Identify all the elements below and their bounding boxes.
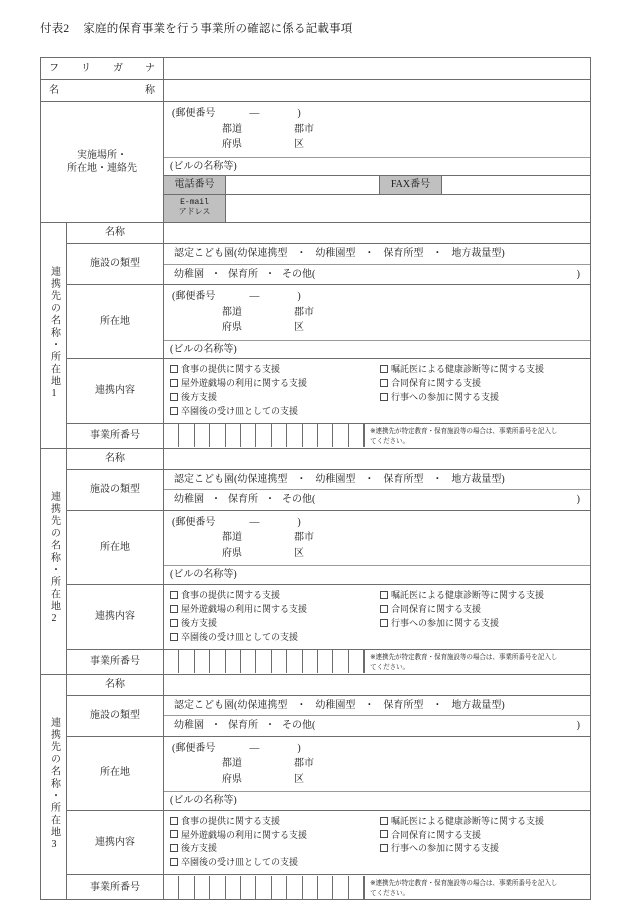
type-opt-youchien-gata: 幼稚園型 xyxy=(315,699,356,711)
main-pref-city-1 xyxy=(170,123,590,137)
cooperation-checkbox-left-3[interactable] xyxy=(170,405,380,419)
type-opt-ninteikodomoen: 認定こども園(幼保連携型 xyxy=(174,699,288,711)
sep-icon: ・ xyxy=(265,494,275,506)
partner-3-address-fields xyxy=(164,736,591,810)
pref-label-2: 府県 xyxy=(222,322,242,334)
cooperation-label: 卒園後の受け皿としての支援 xyxy=(181,405,299,416)
cooperation-checkbox-right-1[interactable] xyxy=(380,603,590,617)
furigana-label xyxy=(41,58,164,80)
partner-3-type-row xyxy=(41,695,591,736)
partner-1-office-number-row xyxy=(41,423,591,448)
telephone-input[interactable] xyxy=(226,176,380,194)
cooperation-col-left xyxy=(170,589,380,645)
cooperation-label: 嘱託医による健康診断等に関する支援 xyxy=(391,589,545,600)
email-input[interactable] xyxy=(226,195,590,223)
office-number-cell[interactable] xyxy=(318,650,333,673)
partner-2-office-number-row xyxy=(41,649,591,674)
postal-dash: — xyxy=(249,108,260,119)
office-number-cell[interactable] xyxy=(256,424,271,447)
partner1-pref-city-2 xyxy=(170,321,590,335)
city-label-1: 郡市 xyxy=(294,532,314,544)
checkbox-icon[interactable] xyxy=(170,407,178,415)
type-opt-youchien-gata: 幼稚園型 xyxy=(315,248,356,260)
cooperation-label: 卒園後の受け皿としての支援 xyxy=(181,857,299,868)
cooperation-col-left xyxy=(170,363,380,419)
sep-icon: ・ xyxy=(211,268,221,280)
partner-1-cooperation-label: 連携内容 xyxy=(67,359,164,424)
cooperation-col-right xyxy=(380,589,590,645)
cooperation-col-right xyxy=(380,815,590,871)
postal-label: (郵便番号 xyxy=(172,742,216,754)
office-number-cell[interactable] xyxy=(210,424,225,447)
pref-label-1: 都道 xyxy=(222,532,242,544)
office-number-cell[interactable] xyxy=(226,650,241,673)
type-other-close: ) xyxy=(576,494,580,506)
type-opt-other: その他( xyxy=(282,494,316,506)
cooperation-label: 食事の提供に関する支援 xyxy=(181,364,281,375)
sep-icon: ・ xyxy=(364,473,375,485)
partner-1-address-fields xyxy=(164,285,591,359)
pref-label-2: 府県 xyxy=(222,547,242,559)
office-number-cells[interactable] xyxy=(164,650,364,673)
office-number-cell[interactable] xyxy=(256,876,271,899)
checkbox-icon[interactable] xyxy=(380,379,388,387)
office-number-cell[interactable] xyxy=(272,424,287,447)
cooperation-label: 屋外遊戯場の利用に関する支援 xyxy=(181,378,308,389)
partner-2-cooperation-label: 連携内容 xyxy=(67,584,164,649)
partner-3-cooperation-row xyxy=(41,810,591,875)
telephone-label: 電話番号 xyxy=(164,176,226,194)
partner-2-name-input[interactable] xyxy=(164,448,591,469)
city-label-1: 郡市 xyxy=(294,123,314,135)
facility-type-line-1-2[interactable] xyxy=(164,470,590,491)
type-opt-chihousairyou: 地方裁量型) xyxy=(451,473,505,485)
main-postal-block xyxy=(164,102,590,157)
postal-dash: — xyxy=(249,291,260,303)
office-number-note: ※連携先が特定教育・保育施設等の場合は、事業所番号を記入し てください。 xyxy=(364,876,590,899)
checkbox-icon[interactable] xyxy=(170,591,178,599)
office-number-cell[interactable] xyxy=(241,424,256,447)
partner3-postal-block xyxy=(164,737,590,792)
cooperation-checkbox-right-0[interactable] xyxy=(380,815,590,829)
sep-icon: ・ xyxy=(432,248,443,260)
furigana-char: フ xyxy=(49,62,59,74)
cooperation-label: 後方支援 xyxy=(181,843,218,854)
title-text: 家庭的保育事業を行う事業所の確認に係る記載事項 xyxy=(83,23,353,35)
office-number-cell[interactable] xyxy=(318,424,333,447)
office-number-cell[interactable] xyxy=(179,876,194,899)
city-label-2: 区 xyxy=(294,773,304,785)
office-number-cell[interactable] xyxy=(164,650,179,673)
type-opt-hoikusho: 保育所 xyxy=(228,268,258,280)
pref-label-1: 都道 xyxy=(222,306,242,318)
partner-2-cooperation-fields xyxy=(164,584,591,649)
office-number-cell[interactable] xyxy=(318,876,333,899)
office-number-cell[interactable] xyxy=(195,650,210,673)
checkbox-icon[interactable] xyxy=(380,393,388,401)
facility-type-line-2-3[interactable] xyxy=(164,716,590,736)
office-number-cell[interactable] xyxy=(195,424,210,447)
partner-2-office-number-fields xyxy=(164,649,591,674)
partner-2-name-label: 名称 xyxy=(67,448,164,469)
cooperation-checkbox-right-0[interactable] xyxy=(380,589,590,603)
fax-label: FAX番号 xyxy=(380,176,442,194)
partner-3-address-row xyxy=(41,736,591,810)
pref-label-2: 府県 xyxy=(222,139,242,150)
partner-2-type-row xyxy=(41,469,591,510)
cooperation-label: 行事への参加に関する支援 xyxy=(391,391,500,402)
sep-icon: ・ xyxy=(265,720,275,732)
cooperation-label: 屋外遊戯場の利用に関する支援 xyxy=(181,603,308,614)
checkbox-icon[interactable] xyxy=(170,844,178,852)
partner-2-office-number-label: 事業所番号 xyxy=(67,649,164,674)
cooperation-checkbox-left-2[interactable] xyxy=(170,617,380,631)
type-opt-hoikusho-gata: 保育所型 xyxy=(383,699,424,711)
cooperation-checkbox-right-2[interactable] xyxy=(380,842,590,856)
sep-icon: ・ xyxy=(364,248,375,260)
office-number-cells[interactable] xyxy=(164,424,364,447)
sep-icon: ・ xyxy=(432,699,443,711)
office-number-cell[interactable] xyxy=(164,424,179,447)
cooperation-label: 卒園後の受け皿としての支援 xyxy=(181,631,299,642)
office-number-note: ※連携先が特定教育・保育施設等の場合は、事業所番号を記入し てください。 xyxy=(364,650,590,673)
postal-label: (郵便番号 xyxy=(172,291,216,303)
type-opt-youchien: 幼稚園 xyxy=(174,268,204,280)
type-opt-hoikusho-gata: 保育所型 xyxy=(383,473,424,485)
checkbox-icon[interactable] xyxy=(380,365,388,373)
checkbox-icon[interactable] xyxy=(380,605,388,613)
facility-type-line-2-2[interactable] xyxy=(164,490,590,510)
checkbox-icon[interactable] xyxy=(170,379,178,387)
city-label-1: 郡市 xyxy=(294,758,314,770)
partner-3-type-options xyxy=(164,695,591,736)
partner3-pref-city-1 xyxy=(170,757,590,771)
checkbox-icon[interactable] xyxy=(170,619,178,627)
type-opt-hoikusho: 保育所 xyxy=(228,494,258,506)
cooperation-content-2 xyxy=(164,585,590,649)
checkbox-icon[interactable] xyxy=(170,393,178,401)
email-row xyxy=(164,194,590,223)
furigana-input[interactable] xyxy=(164,58,591,80)
location-fields xyxy=(164,102,591,223)
email-label: E-mail アドレス xyxy=(164,195,226,223)
main-postal-line xyxy=(170,107,590,121)
office-number-cell[interactable] xyxy=(287,424,302,447)
office-number-cell[interactable] xyxy=(303,424,318,447)
cooperation-checkbox-right-1[interactable] xyxy=(380,377,590,391)
cooperation-label: 合同保育に関する支援 xyxy=(391,603,482,614)
type-opt-other: その他( xyxy=(282,720,316,732)
partner-2-address-label: 所在地 xyxy=(67,510,164,584)
partner3-building-name: (ビルの名称等) xyxy=(164,791,590,810)
postal-dash: — xyxy=(249,516,260,528)
facility-type-line-1-1[interactable] xyxy=(164,244,590,265)
partner-1-type-options xyxy=(164,244,591,285)
partner-1-office-number-label: 事業所番号 xyxy=(67,423,164,448)
partner-1-name-input[interactable] xyxy=(164,223,591,244)
furigana-char: ナ xyxy=(145,62,155,74)
partner1-postal-block xyxy=(164,285,590,340)
partner-1-name-label: 名称 xyxy=(67,223,164,244)
partner-1-type-label: 施設の類型 xyxy=(67,244,164,285)
postal-dash: — xyxy=(249,742,260,754)
partner-3-office-number-label: 事業所番号 xyxy=(67,875,164,900)
partner2-pref-city-2 xyxy=(170,547,590,561)
cooperation-checkbox-left-0[interactable] xyxy=(170,363,380,377)
cooperation-label: 合同保育に関する支援 xyxy=(391,829,482,840)
cooperation-label: 行事への参加に関する支援 xyxy=(391,843,500,854)
office-number-cell[interactable] xyxy=(349,876,364,899)
office-number-cell[interactable] xyxy=(179,650,194,673)
office-number-row-2 xyxy=(164,650,590,673)
type-opt-youchien-gata: 幼稚園型 xyxy=(315,473,356,485)
sep-icon: ・ xyxy=(296,473,307,485)
office-number-cell[interactable] xyxy=(256,650,271,673)
type-opt-hoikusho-gata: 保育所型 xyxy=(383,248,424,260)
cooperation-checkbox-left-0[interactable] xyxy=(170,815,380,829)
checkbox-icon[interactable] xyxy=(170,817,178,825)
type-opt-other: その他( xyxy=(282,268,316,280)
facility-type-line-1-3[interactable] xyxy=(164,696,590,717)
postal-close: ) xyxy=(297,516,301,528)
furigana-char: リ xyxy=(81,62,91,74)
cooperation-checkbox-left-3[interactable] xyxy=(170,631,380,645)
pref-label-2: 府県 xyxy=(222,773,242,785)
cooperation-checkbox-right-0[interactable] xyxy=(380,363,590,377)
partner-3-type-label: 施設の類型 xyxy=(67,695,164,736)
location-label: 実施場所・ 所在地・連絡先 xyxy=(41,102,164,223)
office-number-cell[interactable] xyxy=(226,424,241,447)
partner-3-cooperation-label: 連携内容 xyxy=(67,810,164,875)
partner-1-vertical-label: 連携先の名称・所在地1 xyxy=(41,223,67,449)
office-number-cell[interactable] xyxy=(210,650,225,673)
cooperation-label: 嘱託医による健康診断等に関する支援 xyxy=(391,364,545,375)
type-opt-ninteikodomoen: 認定こども園(幼保連携型 xyxy=(174,473,288,485)
furigana-char: ガ xyxy=(113,62,123,74)
partner-3-office-number-row xyxy=(41,875,591,900)
office-number-cell[interactable] xyxy=(210,876,225,899)
partner1-postal-line xyxy=(170,290,590,304)
partner-1-cooperation-fields xyxy=(164,359,591,424)
sep-icon: ・ xyxy=(265,268,275,280)
main-building-name: (ビルの名称等) xyxy=(164,157,590,176)
office-number-row-1 xyxy=(164,424,590,447)
office-number-cell[interactable] xyxy=(287,876,302,899)
cooperation-checkbox-left-1[interactable] xyxy=(170,603,380,617)
office-number-cell[interactable] xyxy=(349,424,364,447)
type-opt-youchien: 幼稚園 xyxy=(174,720,204,732)
type-other-close: ) xyxy=(576,268,580,280)
partner-3-name-row xyxy=(41,674,591,695)
fax-input[interactable] xyxy=(442,176,590,194)
office-number-cell[interactable] xyxy=(164,876,179,899)
sep-icon: ・ xyxy=(296,699,307,711)
cooperation-content-3 xyxy=(164,811,590,875)
checkbox-icon[interactable] xyxy=(380,830,388,838)
partner-3-vertical-label: 連携先の名称・所在地3 xyxy=(41,674,67,900)
postal-close: ) xyxy=(297,742,301,754)
location-row xyxy=(41,102,591,223)
office-number-cell[interactable] xyxy=(195,876,210,899)
partner-3-name-input[interactable] xyxy=(164,674,591,695)
cooperation-label: 合同保育に関する支援 xyxy=(391,378,482,389)
office-number-cell[interactable] xyxy=(333,424,348,447)
cooperation-label: 嘱託医による健康診断等に関する支援 xyxy=(391,815,545,826)
office-number-note: ※連携先が特定教育・保育施設等の場合は、事業所番号を記入し てください。 xyxy=(364,424,590,447)
partner-3-cooperation-fields xyxy=(164,810,591,875)
partner-1-address-row xyxy=(41,285,591,359)
city-label-2: 区 xyxy=(294,322,304,334)
facility-type-line-2-1[interactable] xyxy=(164,265,590,285)
checkbox-icon[interactable] xyxy=(380,591,388,599)
checkbox-icon[interactable] xyxy=(380,844,388,852)
name-row xyxy=(41,80,591,102)
partner-2-name-row xyxy=(41,448,591,469)
cooperation-content-1 xyxy=(164,359,590,423)
cooperation-label: 食事の提供に関する支援 xyxy=(181,815,281,826)
postal-close: ) xyxy=(297,108,301,119)
type-opt-ninteikodomoen: 認定こども園(幼保連携型 xyxy=(174,248,288,260)
partner1-building-name: (ビルの名称等) xyxy=(164,340,590,359)
partner-2-vertical-label: 連携先の名称・所在地2 xyxy=(41,448,67,674)
cooperation-checkbox-left-0[interactable] xyxy=(170,589,380,603)
partner2-postal-block xyxy=(164,511,590,566)
type-other-close: ) xyxy=(576,720,580,732)
partner3-postal-line xyxy=(170,742,590,756)
name-label: 名 称 xyxy=(41,80,164,102)
office-number-cell[interactable] xyxy=(241,650,256,673)
checkbox-icon[interactable] xyxy=(170,365,178,373)
cooperation-checkbox-right-2[interactable] xyxy=(380,617,590,631)
office-number-cell[interactable] xyxy=(303,876,318,899)
type-opt-youchien: 幼稚園 xyxy=(174,494,204,506)
office-number-cell[interactable] xyxy=(179,424,194,447)
cooperation-checkbox-left-3[interactable] xyxy=(170,856,380,870)
cooperation-label: 後方支援 xyxy=(181,617,218,628)
title-prefix: 付表2 xyxy=(40,23,70,35)
checkbox-icon[interactable] xyxy=(170,633,178,641)
city-label-1: 郡市 xyxy=(294,306,314,318)
cooperation-label: 食事の提供に関する支援 xyxy=(181,589,281,600)
sep-icon: ・ xyxy=(211,720,221,732)
partner-3-name-label: 名称 xyxy=(67,674,164,695)
cooperation-checkbox-right-1[interactable] xyxy=(380,829,590,843)
main-form-table xyxy=(40,57,591,900)
sep-icon: ・ xyxy=(211,494,221,506)
cooperation-checkbox-left-2[interactable] xyxy=(170,391,380,405)
office-number-cell[interactable] xyxy=(349,650,364,673)
form-body xyxy=(41,58,591,900)
partner3-pref-city-2 xyxy=(170,773,590,787)
cooperation-label: 行事への参加に関する支援 xyxy=(391,617,500,628)
telephone-row xyxy=(164,175,590,194)
checkbox-icon[interactable] xyxy=(380,619,388,627)
office-number-cell[interactable] xyxy=(241,876,256,899)
partner-2-type-label: 施設の類型 xyxy=(67,469,164,510)
cooperation-checkbox-right-2[interactable] xyxy=(380,391,590,405)
partner-1-address-label: 所在地 xyxy=(67,285,164,359)
sep-icon: ・ xyxy=(364,699,375,711)
cooperation-col-left xyxy=(170,815,380,871)
partner2-postal-line xyxy=(170,516,590,530)
postal-label: (郵便番号 xyxy=(172,516,216,528)
sep-icon: ・ xyxy=(432,473,443,485)
postal-close: ) xyxy=(297,291,301,303)
pref-label-1: 都道 xyxy=(222,758,242,770)
office-number-cell[interactable] xyxy=(303,650,318,673)
partner-2-address-row xyxy=(41,510,591,584)
partner-1-cooperation-row xyxy=(41,359,591,424)
cooperation-checkbox-left-1[interactable] xyxy=(170,829,380,843)
cooperation-label: 後方支援 xyxy=(181,391,218,402)
partner-3-office-number-fields xyxy=(164,875,591,900)
pref-label-1: 都道 xyxy=(222,123,242,135)
type-opt-hoikusho: 保育所 xyxy=(228,720,258,732)
furigana-row xyxy=(41,58,591,80)
cooperation-checkbox-left-2[interactable] xyxy=(170,842,380,856)
office-number-cell[interactable] xyxy=(226,876,241,899)
sep-icon: ・ xyxy=(296,248,307,260)
partner-1-office-number-fields xyxy=(164,423,591,448)
type-opt-chihousairyou: 地方裁量型) xyxy=(451,248,505,260)
city-label-2: 区 xyxy=(294,139,304,150)
checkbox-icon[interactable] xyxy=(170,830,178,838)
partner-1-name-row xyxy=(41,223,591,244)
type-opt-chihousairyou: 地方裁量型) xyxy=(451,699,505,711)
partner2-pref-city-1 xyxy=(170,531,590,545)
checkbox-icon[interactable] xyxy=(170,605,178,613)
partner-3-address-label: 所在地 xyxy=(67,736,164,810)
office-number-cell[interactable] xyxy=(333,650,348,673)
partner-2-cooperation-row xyxy=(41,584,591,649)
partner1-pref-city-1 xyxy=(170,306,590,320)
cooperation-checkbox-left-1[interactable] xyxy=(170,377,380,391)
postal-label: (郵便番号 xyxy=(172,108,216,119)
cooperation-label: 屋外遊戯場の利用に関する支援 xyxy=(181,829,308,840)
page-title xyxy=(40,20,352,36)
partner-2-type-options xyxy=(164,469,591,510)
office-number-cell[interactable] xyxy=(272,876,287,899)
main-pref-city-2 xyxy=(170,138,590,152)
partner-1-type-row xyxy=(41,244,591,285)
office-number-cells[interactable] xyxy=(164,876,364,899)
office-number-row-3 xyxy=(164,876,590,899)
city-label-2: 区 xyxy=(294,547,304,559)
partner2-building-name: (ビルの名称等) xyxy=(164,565,590,584)
office-number-cell[interactable] xyxy=(287,650,302,673)
checkbox-icon[interactable] xyxy=(170,858,178,866)
name-input[interactable] xyxy=(164,80,591,102)
office-number-cell[interactable] xyxy=(333,876,348,899)
office-number-cell[interactable] xyxy=(272,650,287,673)
partner-2-address-fields xyxy=(164,510,591,584)
cooperation-col-right xyxy=(380,363,590,419)
checkbox-icon[interactable] xyxy=(380,817,388,825)
